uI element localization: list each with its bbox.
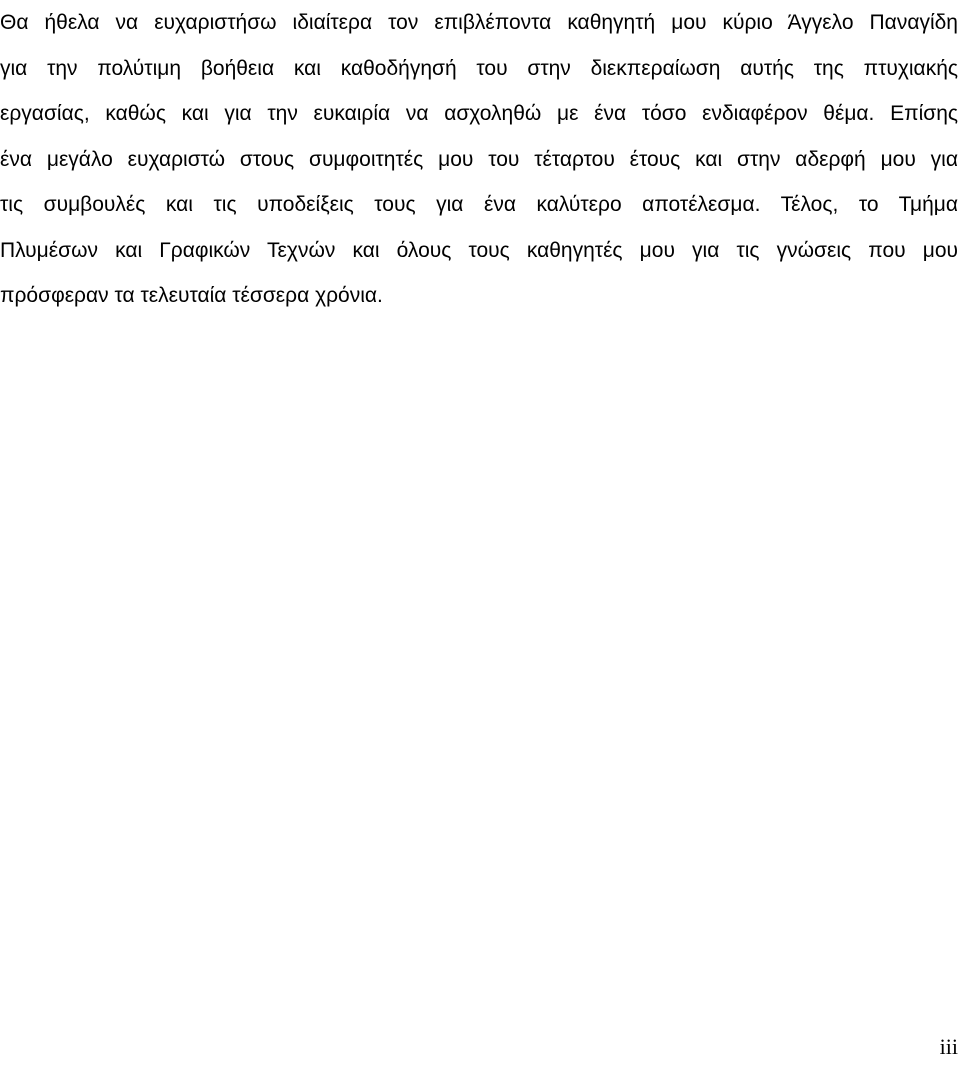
paragraph-line-6: Πλυμέσων και Γραφικών Τεχνών και όλους τους καθηγητές μου για τις γνώσεις που μου	[0, 238, 958, 262]
paragraph-line-7: πρόσφεραν τα τελευταία τέσσερα χρόνια.	[0, 284, 383, 307]
acknowledgements-paragraph	[0, 0, 958, 319]
paragraph-line-2: για την πολύτιμη βοήθεια και καθοδήγησή του στην διεκπεραίωση αυτής της πτυχιακής	[0, 56, 958, 80]
paragraph-line-4: ένα μεγάλο ευχαριστώ στους συμφοιτητές μου του τέταρτου έτους και στην αδερφή μου για	[0, 147, 958, 171]
paragraph-line-1: Θα ήθελα να ευχαριστήσω ιδιαίτερα τον επιβλέποντα καθηγητή μου κύριο Άγγελο Παναγίδη	[0, 11, 958, 34]
page-number: iii	[939, 1034, 958, 1059]
paragraph-line-3: εργασίας, καθώς και για την ευκαιρία να ασχοληθώ με ένα τόσο ενδιαφέρον θέμα. Επίσης	[0, 102, 958, 125]
paragraph-line-5: τις συμβουλές και τις υποδείξεις τους για ένα καλύτερο αποτέλεσμα. Τέλος, το Τμήμα	[0, 193, 958, 216]
